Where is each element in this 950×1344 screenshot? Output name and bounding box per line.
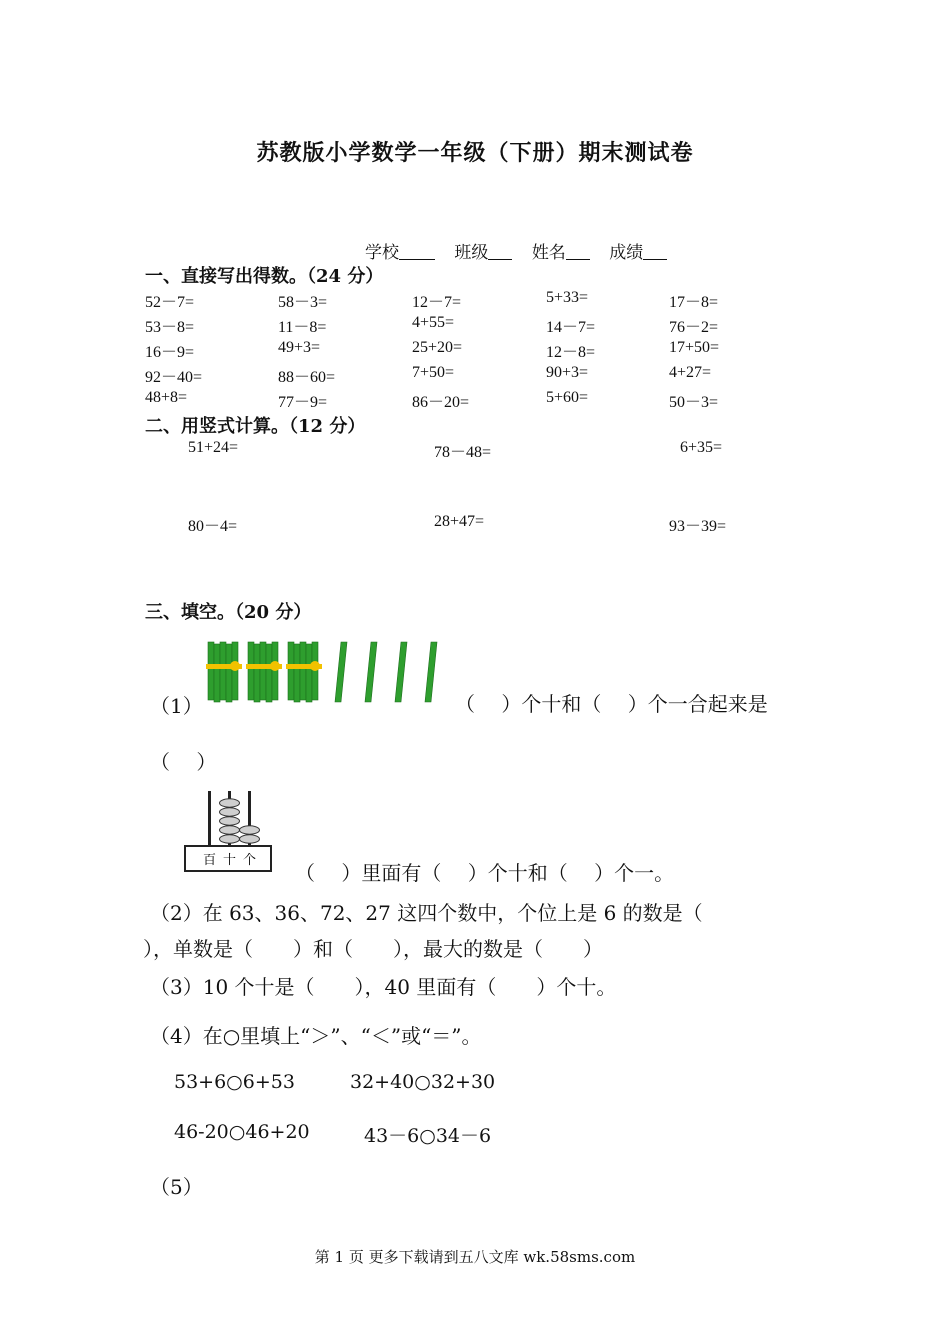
q1-label: （1） (150, 694, 203, 718)
page-title: 苏教版小学数学一年级（下册）期末测试卷 (256, 140, 694, 166)
oral-problem: 12－7= (412, 294, 462, 311)
section3-heading: 三、填空。（20 分） (145, 602, 312, 623)
q2-line2: ），单数是（ ）和（ ），最大的数是（ ） (143, 937, 603, 961)
section1-heading: 一、直接写出得数。（24 分） (145, 266, 384, 287)
vertical-problem: 80－4= (188, 518, 238, 535)
oral-problem: 77－9= (278, 394, 328, 411)
oral-problem: 53－8= (145, 319, 195, 336)
q1-text: （ ）个十和（ ）个一合起来是 (455, 692, 768, 716)
student-info (365, 238, 681, 263)
section2-heading: 二、用竖式计算。（12 分） (145, 416, 366, 437)
oral-problem: 7+50= (412, 364, 455, 381)
oral-problem: 48+8= (145, 389, 188, 406)
oral-problem: 4+27= (669, 364, 712, 381)
score-field[interactable]: 成绩 (609, 238, 667, 263)
oral-problem: 92－40= (145, 369, 203, 386)
vertical-problem: 6+35= (680, 439, 723, 456)
oral-problem: 90+3= (546, 364, 589, 381)
oral-problem: 17+50= (669, 339, 720, 356)
oral-problem: 86－20= (412, 394, 470, 411)
q1-tail: （ ） (150, 750, 217, 774)
q5-label: （5） (150, 1175, 203, 1199)
oral-problem: 58－3= (278, 294, 328, 311)
name-field[interactable]: 姓名 (532, 238, 590, 263)
vertical-problem: 93－39= (669, 518, 727, 535)
abacus-label: 十 (222, 853, 237, 868)
oral-problem: 11－8= (278, 319, 327, 336)
class-field[interactable]: 班级 (454, 238, 512, 263)
q3-text: （3）10 个十是（ ），40 里面有（ ）个十。 (150, 975, 617, 999)
oral-problem: 25+20= (412, 339, 463, 356)
stick-bundles-icon (205, 636, 445, 706)
oral-problem: 88－60= (278, 369, 336, 386)
oral-problem: 4+55= (412, 314, 455, 331)
compare-item: 32+40○32+30 (350, 1071, 496, 1093)
oral-problem: 76－2= (669, 319, 719, 336)
oral-problem: 17－8= (669, 294, 719, 311)
oral-problem: 5+60= (546, 389, 589, 406)
vertical-problem: 28+47= (434, 513, 485, 530)
vertical-problem: 78－48= (434, 444, 492, 461)
oral-problem: 12－8= (546, 344, 596, 361)
oral-problem: 16－9= (145, 344, 195, 361)
abacus-icon (183, 788, 275, 874)
page-footer: 第 1 页 更多下载请到五八文库 wk.58sms.com (314, 1248, 636, 1266)
q4-text: （4）在○里填上“＞”、“＜”或“＝”。 (150, 1024, 482, 1048)
compare-item: 53+6○6+53 (174, 1071, 295, 1093)
oral-problem: 5+33= (546, 289, 589, 306)
abacus-label: 个 (242, 853, 257, 868)
q1b-text: （ ）里面有（ ）个十和（ ）个一。 (295, 861, 675, 885)
oral-problem: 49+3= (278, 339, 321, 356)
school-field[interactable]: 学校 (365, 238, 435, 263)
q2-line1: （2）在 63、36、72、27 这四个数中，个位上是 6 的数是（ (150, 901, 703, 925)
vertical-problem: 51+24= (188, 439, 239, 456)
compare-item: 43－6○34－6 (364, 1125, 492, 1147)
oral-problem: 52－7= (145, 294, 195, 311)
oral-problem: 14－7= (546, 319, 596, 336)
abacus-label: 百 (202, 853, 217, 868)
compare-item: 46-20○46+20 (174, 1121, 310, 1143)
oral-problem: 50－3= (669, 394, 719, 411)
